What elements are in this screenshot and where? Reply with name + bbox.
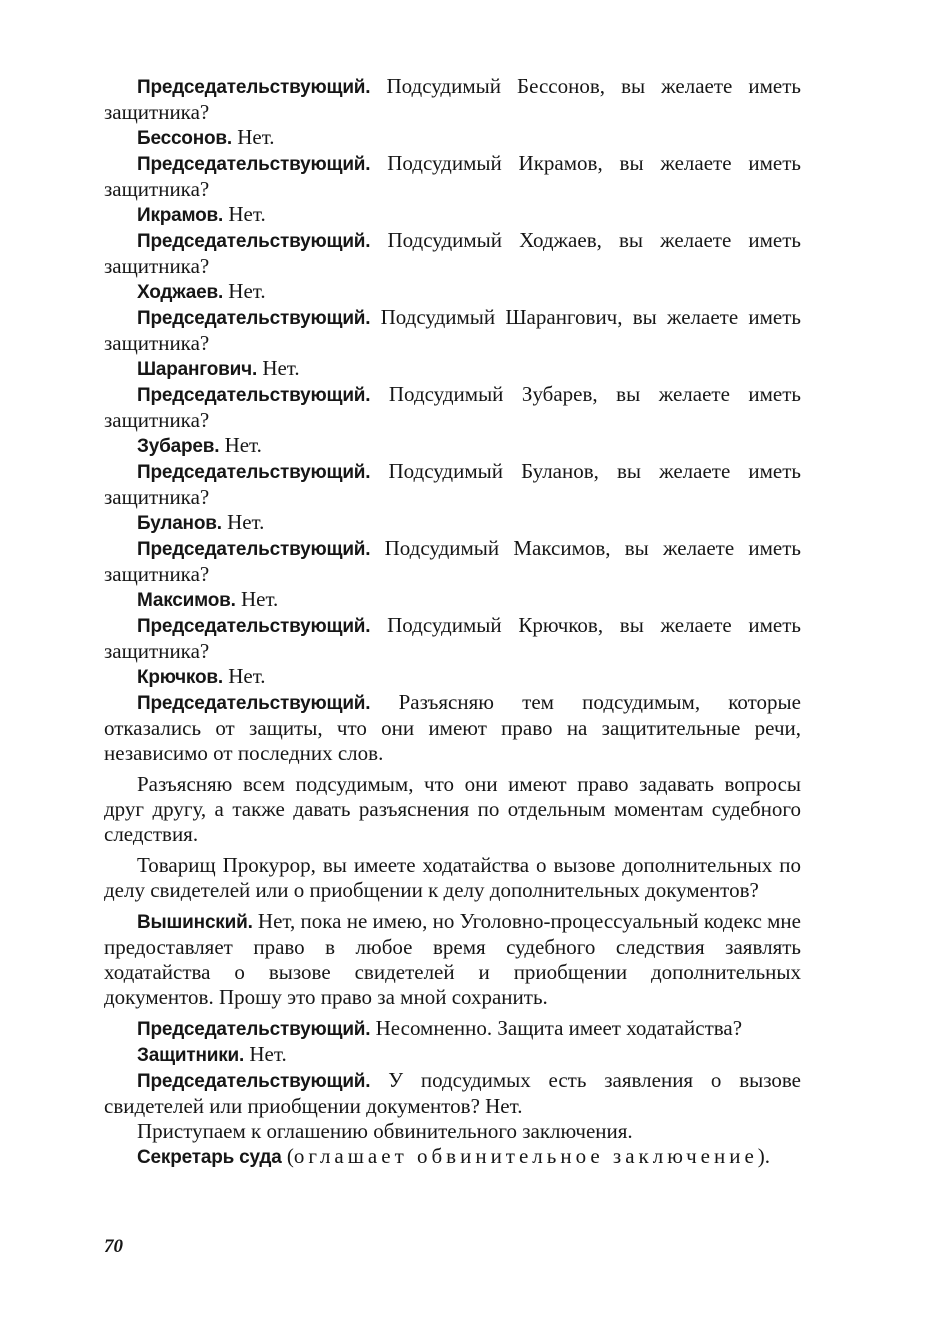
paragraph-text: Несомненно. Защита имеет ходатайства? [375,1016,743,1040]
paragraph-7 [104,305,801,356]
paragraph-10 [104,433,801,459]
paragraph-text-close: ). [757,1144,771,1168]
paragraph-text: Нет. [228,664,266,688]
speaker-label: Бессонов. [137,128,232,149]
paragraph-text: Приступаем к оглашению обвинительного заключения. [137,1119,633,1143]
paragraph-text: Нет. [224,433,262,457]
paragraph-text: Нет. [249,1042,287,1066]
paragraph-13 [104,536,801,587]
speaker-label: Секретарь суда [137,1147,282,1168]
paragraph-4 [104,202,801,228]
paragraph-text: Разъясняю всем подсудимым, что они имеют право задавать вопросы друг другу, а также давать разъяснения по отдельным моментам судебного следствия. [104,772,801,846]
speaker-label: Икрамов. [137,205,224,226]
speaker-label: Зубарев. [137,436,220,457]
paragraph-text: Подсудимый Бессонов, вы желаете иметь защитника? [104,74,802,124]
paragraph-24 [104,1119,801,1144]
paragraph-text: Нет. [237,125,275,149]
paragraph-12 [104,510,801,536]
paragraph-17 [104,690,801,766]
paragraph-23 [104,1068,801,1119]
paragraph-text: Подсудимый Буланов, вы желаете иметь защитника? [104,459,801,509]
paragraph-16 [104,664,801,690]
paragraph-21 [104,1016,801,1042]
speaker-label: Председательствующий. [137,154,371,175]
speaker-label: Шарангович. [137,359,258,380]
speaker-label: Ходжаев. [137,282,224,303]
paragraph-11 [104,459,801,510]
paragraph-text: Нет. [262,356,300,380]
speaker-label: Председательствующий. [137,616,371,637]
speaker-label: Председательствующий. [137,539,371,560]
speaker-label: Вышинский. [137,912,253,933]
paragraph-20 [104,909,801,1010]
speaker-label: Председательствующий. [137,77,371,98]
paragraph-text: Подсудимый Максимов, вы желаете иметь защитника? [104,536,802,586]
speaker-label: Буланов. [137,513,222,534]
speaker-label: Крючков. [137,667,223,688]
paragraph-text: Разъясняю тем подсудимым, которые отказались от защиты, что они имеют право на защитительные речи, независимо от последних слов. [104,690,801,765]
paragraph-2 [104,125,801,151]
paragraph-text: Нет. [227,510,265,534]
paragraph-15 [104,613,801,664]
paragraph-text: Нет, пока не имею, но Уголовно-процессуальный кодекс мне предоставляет право в любое время судебного следствия заявлять ходатайства о вызове свидетелей и приобщении дополнительных документов. Прошу это право за мной сохранить. [104,909,801,1009]
paragraph-14 [104,587,801,613]
speaker-label: Председательствующий. [137,1071,371,1092]
paragraph-6 [104,279,801,305]
paragraph-3 [104,151,801,202]
speaker-label: Максимов. [137,590,236,611]
paragraph-text: Подсудимый Зубарев, вы желаете иметь защитника? [104,382,802,432]
paragraph-text: Подсудимый Ходжаев, вы желаете иметь защитника? [104,228,801,278]
speaker-label: Председательствующий. [137,1019,371,1040]
paragraph-18 [104,772,801,847]
paragraph-25 [104,1144,801,1170]
paragraph-22 [104,1042,801,1068]
paragraph-8 [104,356,801,382]
speaker-label: Председательствующий. [137,231,371,252]
stage-direction: оглашает обвинительное заключение [293,1144,758,1168]
paragraph-text: Подсудимый Крючков, вы желаете иметь защитника? [104,613,802,663]
paragraph-19 [104,853,801,903]
paragraph-1 [104,74,801,125]
speaker-label: Председательствующий. [137,693,371,714]
paragraph-text: Подсудимый Шарангович, вы желаете иметь защитника? [104,305,801,355]
speaker-label: Председательствующий. [137,462,371,483]
document-page [104,74,801,1170]
paragraph-text: Подсудимый Икрамов, вы желаете иметь защитника? [104,151,801,201]
page-number: 70 [104,1236,123,1257]
paragraph-text: У подсудимых есть заявления о вызове свидетелей или приобщении документов? Нет. [104,1068,802,1118]
speaker-label: Защитники. [137,1045,245,1066]
paragraph-text: Нет. [228,202,266,226]
paragraph-text: Нет. [228,279,266,303]
paragraph-5 [104,228,801,279]
paragraph-9 [104,382,801,433]
paragraph-text: Нет. [240,587,279,611]
speaker-label: Председательствующий. [137,385,371,406]
paragraph-text: Товарищ Прокурор, вы имеете ходатайства о вызове дополнительных по делу свидетелей или о приобщении к делу дополнительных документов? [104,853,801,902]
paragraph-text-open: ( [286,1144,294,1168]
speaker-label: Председательствующий. [137,308,371,329]
